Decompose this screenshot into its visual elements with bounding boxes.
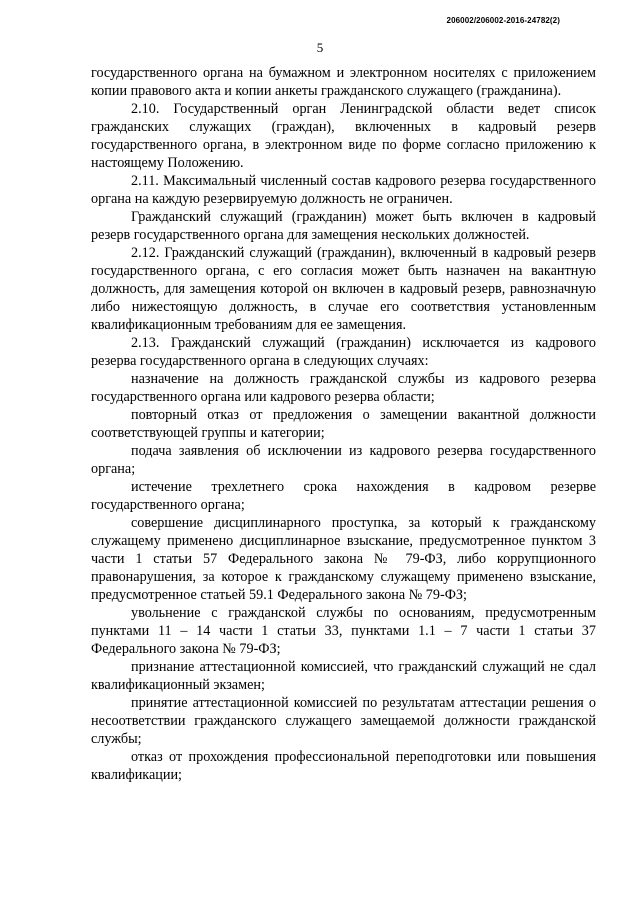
list-item-disciplinary: совершение дисциплинарного проступка, за который к гражданскому служащему применено дисциплинарное взыскание, предусмотренное пунктом 3 части 1 статьи 57 Федерального закона № 79-ФЗ, либо коррупционного правонарушения, за которое к гражданскому служащему применено взыскание, предусмотренное статьей 59.1 Федерального закона № 79-ФЗ; xyxy=(91,515,596,603)
document-id: 206002/206002-2016-24782(2) xyxy=(446,16,560,25)
paragraph-2-10: 2.10. Государственный орган Ленинградской области ведет список гражданских служащих (граждан), включенных в кадровый резерв государственного органа, в электронном виде по форме согласно приложению к настоящему Положению. xyxy=(91,101,596,171)
list-item-repeated-refusal: повторный отказ от предложения о замещении вакантной должности соответствующей группы и категории; xyxy=(91,407,596,441)
paragraph-2-11: 2.11. Максимальный численный состав кадрового резерва государственного органа на каждую резервируемую должность не ограничен. xyxy=(91,173,596,207)
page-number: 5 xyxy=(316,40,324,55)
paragraph-2-13: 2.13. Гражданский служащий (гражданин) исключается из кадрового резерва государственного органа в следующих случаях: xyxy=(91,335,596,369)
document-body xyxy=(91,64,596,784)
list-item-exclusion-request: подача заявления об исключении из кадрового резерва государственного органа; xyxy=(91,443,596,477)
paragraph-2-12: 2.12. Гражданский служащий (гражданин), включенный в кадровый резерв государственного органа, с его согласия может быть назначен на вакантную должность, для замещения которой он включен в кадровый резерв, равнозначную либо нижестоящую должность, в случае его соответствия установленным квалификационным требованиям для ее замещения. xyxy=(91,245,596,333)
list-item-appointment: назначение на должность гражданской службы из кадрового резерва государственного органа или кадрового резерва области; xyxy=(91,371,596,405)
paragraph-multiple-positions: Гражданский служащий (гражданин) может быть включен в кадровый резерв государственного органа для замещения нескольких должностей. xyxy=(91,209,596,243)
paragraph-continuation: государственного органа на бумажном и электронном носителях с приложением копии правового акта и копии анкеты гражданского служащего (гражданина). xyxy=(91,65,596,99)
list-item-failed-exam: признание аттестационной комиссией, что гражданский служащий не сдал квалификационный экзамен; xyxy=(91,659,596,693)
list-item-attestation-decision: принятие аттестационной комиссией по результатам аттестации решения о несоответствии гражданского служащего замещаемой должности гражданской службы; xyxy=(91,695,596,747)
list-item-dismissal: увольнение с гражданской службы по основаниям, предусмотренным пунктами 11 – 14 части 1 статьи 33, пунктами 1.1 – 7 части 1 статьи 37 Федерального закона № 79-ФЗ; xyxy=(91,605,596,657)
list-item-three-year-expiry: истечение трехлетнего срока нахождения в кадровом резерве государственного органа; xyxy=(91,479,596,513)
list-item-training-refusal: отказ от прохождения профессиональной переподготовки или повышения квалификации; xyxy=(91,749,596,783)
